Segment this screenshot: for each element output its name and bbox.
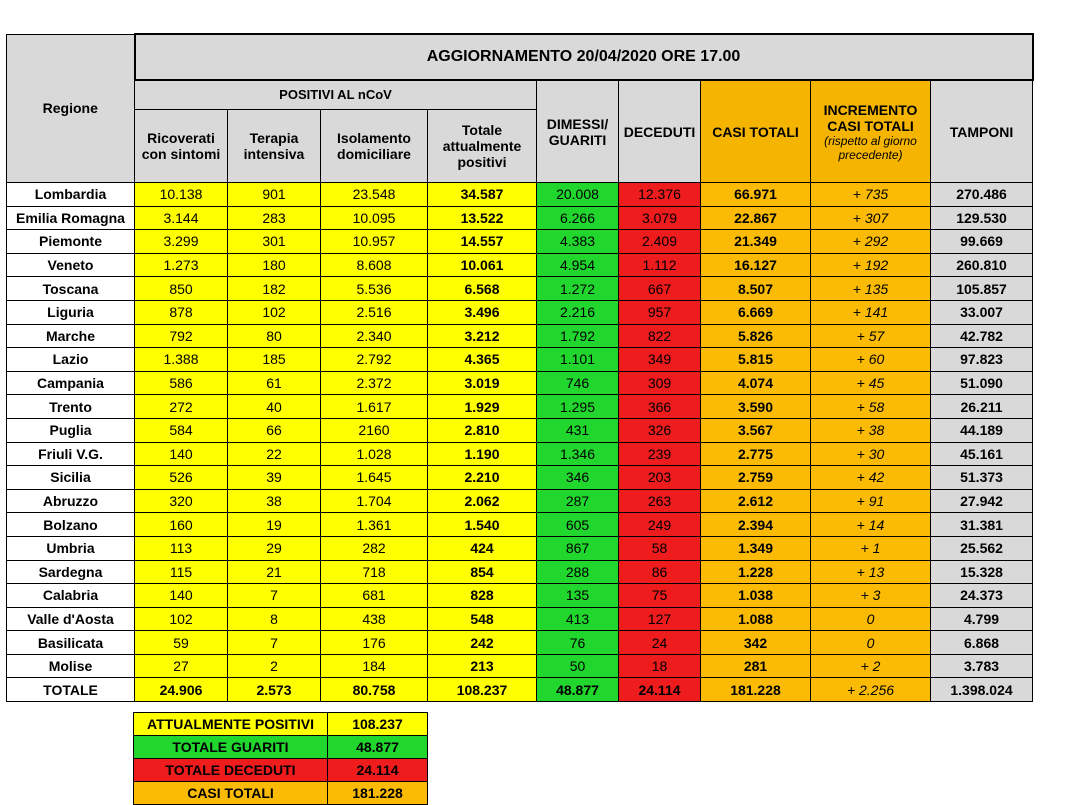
table-row <box>7 348 1033 372</box>
cell-totale-positivi: 34.587 <box>428 183 537 207</box>
cell-tamponi: 51.090 <box>931 371 1033 395</box>
cell-isolamento: 184 <box>321 654 428 678</box>
cell-deceduti: 822 <box>619 324 701 348</box>
table-row <box>7 489 1033 513</box>
cell-ricoverati: 1.273 <box>135 253 228 277</box>
cell-ricoverati: 115 <box>135 560 228 584</box>
cell-incremento: 0 <box>811 607 931 631</box>
cell-ricoverati: 160 <box>135 513 228 537</box>
cell-terapia: 40 <box>228 395 321 419</box>
table-row <box>7 418 1033 442</box>
cell-incremento: + 91 <box>811 489 931 513</box>
cell-tamponi: 51.373 <box>931 466 1033 490</box>
cell-casi-totali: 16.127 <box>701 253 811 277</box>
cell-casi-totali: 1.228 <box>701 560 811 584</box>
cell-totale-positivi: 3.019 <box>428 371 537 395</box>
cell-regione: Sardegna <box>7 560 135 584</box>
cell-dimessi: 1.346 <box>537 442 619 466</box>
cell-totale-positivi: 3.496 <box>428 300 537 324</box>
cell-regione: Trento <box>7 395 135 419</box>
cell-isolamento: 1.704 <box>321 489 428 513</box>
cell-incremento: + 57 <box>811 324 931 348</box>
cell-regione: Umbria <box>7 536 135 560</box>
cell-ricoverati: 586 <box>135 371 228 395</box>
cell-ricoverati: 526 <box>135 466 228 490</box>
cell-isolamento: 681 <box>321 584 428 608</box>
cell-totale-positivi: 2.062 <box>428 489 537 513</box>
cell-totale-positivi: 2.210 <box>428 466 537 490</box>
cell-deceduti: 1.112 <box>619 253 701 277</box>
cell-tamponi: 1.398.024 <box>931 678 1033 702</box>
cell-dimessi: 287 <box>537 489 619 513</box>
cell-deceduti: 18 <box>619 654 701 678</box>
cell-terapia: 2 <box>228 654 321 678</box>
cell-regione: Abruzzo <box>7 489 135 513</box>
cell-casi-totali: 5.826 <box>701 324 811 348</box>
cell-tamponi: 97.823 <box>931 348 1033 372</box>
summary-value: 48.877 <box>328 736 428 759</box>
cell-tamponi: 4.799 <box>931 607 1033 631</box>
cell-dimessi: 76 <box>537 631 619 655</box>
header-incremento <box>811 80 931 183</box>
cell-deceduti: 309 <box>619 371 701 395</box>
cell-totale-positivi: 213 <box>428 654 537 678</box>
cell-dimessi: 48.877 <box>537 678 619 702</box>
cell-ricoverati: 102 <box>135 607 228 631</box>
cell-tamponi: 105.857 <box>931 277 1033 301</box>
cell-isolamento: 282 <box>321 536 428 560</box>
cell-terapia: 7 <box>228 631 321 655</box>
summary-label: ATTUALMENTE POSITIVI <box>134 713 328 736</box>
cell-dimessi: 867 <box>537 536 619 560</box>
cell-ricoverati: 3.299 <box>135 230 228 254</box>
cell-casi-totali: 2.759 <box>701 466 811 490</box>
cell-isolamento: 2.340 <box>321 324 428 348</box>
page-title: AGGIORNAMENTO 20/04/2020 ORE 17.00 <box>135 34 1033 80</box>
cell-incremento: + 3 <box>811 584 931 608</box>
cell-isolamento: 1.617 <box>321 395 428 419</box>
cell-isolamento: 80.758 <box>321 678 428 702</box>
summary-label: TOTALE DECEDUTI <box>134 759 328 782</box>
summary-row <box>134 713 428 736</box>
summary-row <box>134 759 428 782</box>
cell-dimessi: 2.216 <box>537 300 619 324</box>
header-incremento-label: INCREMENTO CASI TOTALI <box>823 101 918 134</box>
table-row <box>7 206 1033 230</box>
cell-regione: Liguria <box>7 300 135 324</box>
cell-regione: Campania <box>7 371 135 395</box>
cell-ricoverati: 24.906 <box>135 678 228 702</box>
cell-terapia: 7 <box>228 584 321 608</box>
cell-incremento: + 45 <box>811 371 931 395</box>
header-totale-positivi: Totale attualmente positivi <box>428 110 537 183</box>
header-regione: Regione <box>7 34 135 183</box>
table-row <box>7 654 1033 678</box>
cell-regione: TOTALE <box>7 678 135 702</box>
cell-terapia: 29 <box>228 536 321 560</box>
cell-totale-positivi: 1.190 <box>428 442 537 466</box>
cell-deceduti: 366 <box>619 395 701 419</box>
cell-terapia: 182 <box>228 277 321 301</box>
cell-casi-totali: 1.038 <box>701 584 811 608</box>
cell-incremento: 0 <box>811 631 931 655</box>
cell-incremento: + 141 <box>811 300 931 324</box>
header-positivi-group: POSITIVI AL nCoV <box>135 80 537 110</box>
header-isolamento: Isolamento domiciliare <box>321 110 428 183</box>
cell-dimessi: 413 <box>537 607 619 631</box>
cell-terapia: 66 <box>228 418 321 442</box>
cell-casi-totali: 21.349 <box>701 230 811 254</box>
cell-terapia: 185 <box>228 348 321 372</box>
header-dimessi: DIMESSI/ GUARITI <box>537 80 619 183</box>
header-tamponi: TAMPONI <box>931 80 1033 183</box>
cell-totale-positivi: 14.557 <box>428 230 537 254</box>
cell-totale-positivi: 548 <box>428 607 537 631</box>
cell-ricoverati: 140 <box>135 584 228 608</box>
cell-terapia: 22 <box>228 442 321 466</box>
cell-deceduti: 3.079 <box>619 206 701 230</box>
cell-casi-totali: 181.228 <box>701 678 811 702</box>
covid-data-table <box>6 33 1034 702</box>
table-row <box>7 584 1033 608</box>
cell-terapia: 21 <box>228 560 321 584</box>
cell-isolamento: 5.536 <box>321 277 428 301</box>
cell-ricoverati: 1.388 <box>135 348 228 372</box>
table-body <box>7 183 1033 702</box>
cell-totale-positivi: 10.061 <box>428 253 537 277</box>
cell-ricoverati: 878 <box>135 300 228 324</box>
cell-deceduti: 349 <box>619 348 701 372</box>
cell-ricoverati: 584 <box>135 418 228 442</box>
cell-tamponi: 270.486 <box>931 183 1033 207</box>
cell-terapia: 283 <box>228 206 321 230</box>
cell-tamponi: 31.381 <box>931 513 1033 537</box>
cell-tamponi: 3.783 <box>931 654 1033 678</box>
table-row <box>7 395 1033 419</box>
cell-totale-positivi: 1.929 <box>428 395 537 419</box>
cell-ricoverati: 3.144 <box>135 206 228 230</box>
cell-tamponi: 6.868 <box>931 631 1033 655</box>
cell-regione: Basilicata <box>7 631 135 655</box>
cell-ricoverati: 10.138 <box>135 183 228 207</box>
cell-isolamento: 2.516 <box>321 300 428 324</box>
cell-regione: Bolzano <box>7 513 135 537</box>
cell-isolamento: 1.028 <box>321 442 428 466</box>
cell-deceduti: 2.409 <box>619 230 701 254</box>
cell-dimessi: 1.792 <box>537 324 619 348</box>
cell-casi-totali: 22.867 <box>701 206 811 230</box>
cell-totale-positivi: 242 <box>428 631 537 655</box>
table-row <box>7 183 1033 207</box>
cell-totale-positivi: 3.212 <box>428 324 537 348</box>
cell-dimessi: 431 <box>537 418 619 442</box>
cell-casi-totali: 2.394 <box>701 513 811 537</box>
table-row <box>7 371 1033 395</box>
header-terapia: Terapia intensiva <box>228 110 321 183</box>
total-row <box>7 678 1033 702</box>
cell-casi-totali: 3.590 <box>701 395 811 419</box>
cell-incremento: + 42 <box>811 466 931 490</box>
cell-incremento: + 292 <box>811 230 931 254</box>
cell-tamponi: 45.161 <box>931 442 1033 466</box>
cell-incremento: + 38 <box>811 418 931 442</box>
cell-incremento: + 14 <box>811 513 931 537</box>
cell-tamponi: 44.189 <box>931 418 1033 442</box>
cell-terapia: 8 <box>228 607 321 631</box>
cell-ricoverati: 27 <box>135 654 228 678</box>
cell-incremento: + 735 <box>811 183 931 207</box>
cell-isolamento: 2160 <box>321 418 428 442</box>
cell-tamponi: 33.007 <box>931 300 1033 324</box>
cell-terapia: 2.573 <box>228 678 321 702</box>
cell-dimessi: 288 <box>537 560 619 584</box>
cell-isolamento: 1.361 <box>321 513 428 537</box>
cell-deceduti: 326 <box>619 418 701 442</box>
cell-dimessi: 605 <box>537 513 619 537</box>
cell-totale-positivi: 4.365 <box>428 348 537 372</box>
cell-isolamento: 8.608 <box>321 253 428 277</box>
summary-table <box>133 712 428 805</box>
cell-incremento: + 307 <box>811 206 931 230</box>
cell-isolamento: 10.957 <box>321 230 428 254</box>
cell-isolamento: 23.548 <box>321 183 428 207</box>
cell-casi-totali: 6.669 <box>701 300 811 324</box>
cell-tamponi: 15.328 <box>931 560 1033 584</box>
cell-dimessi: 135 <box>537 584 619 608</box>
table-row <box>7 253 1033 277</box>
cell-dimessi: 4.954 <box>537 253 619 277</box>
cell-dimessi: 50 <box>537 654 619 678</box>
cell-tamponi: 27.942 <box>931 489 1033 513</box>
cell-ricoverati: 140 <box>135 442 228 466</box>
header-deceduti: DECEDUTI <box>619 80 701 183</box>
cell-casi-totali: 5.815 <box>701 348 811 372</box>
cell-totale-positivi: 108.237 <box>428 678 537 702</box>
cell-deceduti: 263 <box>619 489 701 513</box>
cell-incremento: + 135 <box>811 277 931 301</box>
cell-casi-totali: 281 <box>701 654 811 678</box>
table-row <box>7 300 1033 324</box>
table-row <box>7 324 1033 348</box>
cell-terapia: 301 <box>228 230 321 254</box>
cell-deceduti: 249 <box>619 513 701 537</box>
cell-tamponi: 99.669 <box>931 230 1033 254</box>
cell-casi-totali: 4.074 <box>701 371 811 395</box>
cell-deceduti: 86 <box>619 560 701 584</box>
cell-terapia: 102 <box>228 300 321 324</box>
cell-dimessi: 6.266 <box>537 206 619 230</box>
cell-incremento: + 2 <box>811 654 931 678</box>
cell-dimessi: 1.295 <box>537 395 619 419</box>
cell-incremento: + 30 <box>811 442 931 466</box>
cell-regione: Emilia Romagna <box>7 206 135 230</box>
cell-isolamento: 176 <box>321 631 428 655</box>
table-row <box>7 230 1033 254</box>
table-row <box>7 442 1033 466</box>
cell-ricoverati: 320 <box>135 489 228 513</box>
cell-dimessi: 746 <box>537 371 619 395</box>
cell-incremento: + 2.256 <box>811 678 931 702</box>
summary-value: 108.237 <box>328 713 428 736</box>
table-row <box>7 560 1033 584</box>
cell-ricoverati: 272 <box>135 395 228 419</box>
table-row <box>7 607 1033 631</box>
summary-value: 24.114 <box>328 759 428 782</box>
cell-deceduti: 24.114 <box>619 678 701 702</box>
cell-regione: Puglia <box>7 418 135 442</box>
header-ricoverati: Ricoverati con sintomi <box>135 110 228 183</box>
cell-regione: Valle d'Aosta <box>7 607 135 631</box>
cell-terapia: 39 <box>228 466 321 490</box>
cell-regione: Veneto <box>7 253 135 277</box>
cell-tamponi: 260.810 <box>931 253 1033 277</box>
cell-tamponi: 26.211 <box>931 395 1033 419</box>
cell-ricoverati: 850 <box>135 277 228 301</box>
cell-incremento: + 1 <box>811 536 931 560</box>
header-casi-totali: CASI TOTALI <box>701 80 811 183</box>
cell-deceduti: 75 <box>619 584 701 608</box>
cell-regione: Molise <box>7 654 135 678</box>
cell-casi-totali: 2.612 <box>701 489 811 513</box>
cell-casi-totali: 2.775 <box>701 442 811 466</box>
cell-incremento: + 60 <box>811 348 931 372</box>
cell-terapia: 38 <box>228 489 321 513</box>
cell-deceduti: 667 <box>619 277 701 301</box>
cell-deceduti: 24 <box>619 631 701 655</box>
table-row <box>7 466 1033 490</box>
cell-incremento: + 192 <box>811 253 931 277</box>
cell-isolamento: 718 <box>321 560 428 584</box>
cell-totale-positivi: 2.810 <box>428 418 537 442</box>
table-row <box>7 631 1033 655</box>
cell-tamponi: 129.530 <box>931 206 1033 230</box>
cell-terapia: 901 <box>228 183 321 207</box>
cell-isolamento: 438 <box>321 607 428 631</box>
cell-isolamento: 1.645 <box>321 466 428 490</box>
summary-row <box>134 736 428 759</box>
cell-regione: Lombardia <box>7 183 135 207</box>
cell-casi-totali: 3.567 <box>701 418 811 442</box>
cell-terapia: 80 <box>228 324 321 348</box>
cell-isolamento: 2.792 <box>321 348 428 372</box>
cell-deceduti: 12.376 <box>619 183 701 207</box>
cell-regione: Calabria <box>7 584 135 608</box>
cell-terapia: 61 <box>228 371 321 395</box>
cell-totale-positivi: 13.522 <box>428 206 537 230</box>
cell-casi-totali: 66.971 <box>701 183 811 207</box>
cell-regione: Friuli V.G. <box>7 442 135 466</box>
cell-casi-totali: 342 <box>701 631 811 655</box>
cell-casi-totali: 1.349 <box>701 536 811 560</box>
summary-label: TOTALE GUARITI <box>134 736 328 759</box>
cell-dimessi: 346 <box>537 466 619 490</box>
table-row <box>7 536 1033 560</box>
cell-ricoverati: 792 <box>135 324 228 348</box>
cell-isolamento: 10.095 <box>321 206 428 230</box>
cell-totale-positivi: 1.540 <box>428 513 537 537</box>
summary-label: CASI TOTALI <box>134 782 328 805</box>
summary-value: 181.228 <box>328 782 428 805</box>
cell-terapia: 180 <box>228 253 321 277</box>
cell-totale-positivi: 854 <box>428 560 537 584</box>
cell-totale-positivi: 828 <box>428 584 537 608</box>
cell-tamponi: 24.373 <box>931 584 1033 608</box>
cell-ricoverati: 59 <box>135 631 228 655</box>
table-row <box>7 513 1033 537</box>
cell-deceduti: 239 <box>619 442 701 466</box>
cell-regione: Lazio <box>7 348 135 372</box>
cell-regione: Marche <box>7 324 135 348</box>
cell-tamponi: 42.782 <box>931 324 1033 348</box>
cell-deceduti: 957 <box>619 300 701 324</box>
cell-casi-totali: 8.507 <box>701 277 811 301</box>
summary-row <box>134 782 428 805</box>
cell-casi-totali: 1.088 <box>701 607 811 631</box>
cell-dimessi: 1.272 <box>537 277 619 301</box>
cell-terapia: 19 <box>228 513 321 537</box>
cell-regione: Piemonte <box>7 230 135 254</box>
header-incremento-note: (rispetto al giorno precedente) <box>824 133 917 162</box>
cell-ricoverati: 113 <box>135 536 228 560</box>
cell-dimessi: 4.383 <box>537 230 619 254</box>
cell-regione: Sicilia <box>7 466 135 490</box>
cell-incremento: + 13 <box>811 560 931 584</box>
cell-deceduti: 127 <box>619 607 701 631</box>
cell-incremento: + 58 <box>811 395 931 419</box>
cell-deceduti: 203 <box>619 466 701 490</box>
cell-deceduti: 58 <box>619 536 701 560</box>
cell-isolamento: 2.372 <box>321 371 428 395</box>
cell-totale-positivi: 424 <box>428 536 537 560</box>
table-row <box>7 277 1033 301</box>
cell-totale-positivi: 6.568 <box>428 277 537 301</box>
cell-regione: Toscana <box>7 277 135 301</box>
cell-dimessi: 20.008 <box>537 183 619 207</box>
cell-tamponi: 25.562 <box>931 536 1033 560</box>
cell-dimessi: 1.101 <box>537 348 619 372</box>
